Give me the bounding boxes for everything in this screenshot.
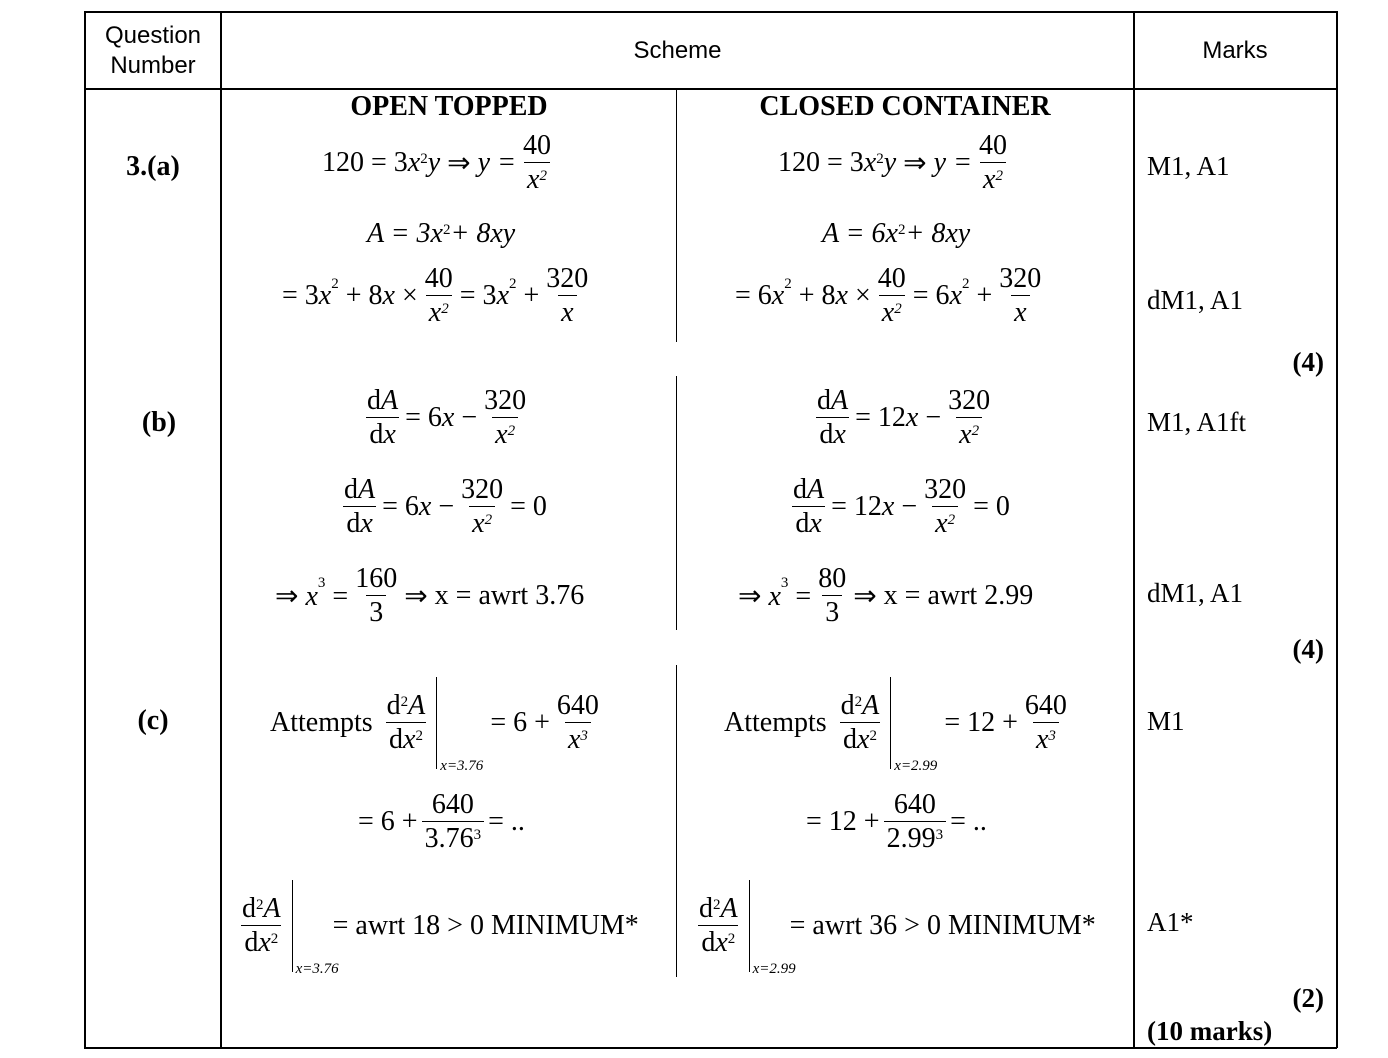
eq-text: A = 6 (822, 218, 886, 249)
eq-part: ⇒ $x^3$ = (275, 575, 349, 612)
denominator: 3 (366, 595, 386, 630)
eq-text: x = awrt 2.99 (883, 580, 1034, 611)
eq-text: 120 = 3 (778, 147, 864, 178)
denominator: dx (792, 506, 824, 541)
numerator: $d^2A$ (840, 689, 880, 721)
eq-text: A = 3 (367, 218, 431, 249)
denominator: $x^2$ (469, 506, 495, 541)
minimum-text: = awrt 18 > 0 MINIMUM* (332, 910, 639, 941)
implies-symbol: ⇒ (440, 148, 478, 179)
fraction (790, 474, 827, 541)
eq-part: = 0 (973, 491, 1010, 522)
denominator: $x^2$ (956, 417, 982, 452)
numerator: 40 (424, 262, 453, 294)
eval-subscript: x=2.99 (894, 758, 938, 774)
eq-a-left-sub (282, 256, 595, 336)
denominator: $x^3$ (565, 722, 591, 757)
numerator: 640 (431, 788, 474, 820)
sup-2: 2 (897, 221, 906, 238)
eq-part: = $3x^2 + 8x$ × (282, 276, 418, 311)
question-label-c: (c) (137, 705, 169, 736)
evaluation-bar (380, 677, 438, 769)
numerator: 320 (461, 473, 504, 505)
fraction (921, 474, 969, 541)
eq-b-right-solve (738, 558, 1033, 634)
table-border-top (84, 11, 1337, 13)
denominator: $x^2$ (980, 162, 1006, 197)
eq-part: = 12 + (937, 707, 1018, 738)
denominator: dx (343, 506, 375, 541)
eq-c-left-attempt (270, 673, 606, 773)
header-question-number (86, 21, 220, 81)
denominator: $dx^2$ (840, 722, 880, 757)
eq-part: = 6x − (405, 402, 478, 433)
question-label-3a: 3.(a) (126, 151, 180, 182)
var-x: x (430, 218, 443, 249)
fraction (976, 130, 1010, 197)
eq-a-right-sub (735, 256, 1048, 336)
denominator: $dx^2$ (241, 925, 281, 960)
numerator: 40 (978, 129, 1007, 161)
header-question-line2: Number (110, 52, 196, 79)
var-y: y (883, 147, 897, 178)
mark-b-total: (4) (1292, 634, 1324, 664)
fraction (1022, 690, 1070, 757)
numerator: dA (793, 473, 825, 505)
numerator: 80 (818, 562, 847, 594)
fraction (543, 263, 591, 330)
mark-a2: dM1, A1 (1147, 285, 1244, 315)
sup-2: 2 (442, 221, 451, 238)
eq-part: = .. (950, 806, 987, 837)
numerator: $d^2A$ (386, 689, 426, 721)
eq-c-left-value (358, 780, 525, 864)
eq-c-right-attempt (724, 673, 1074, 773)
eq-text: y = (933, 147, 972, 178)
eq-part: = 12x − (855, 402, 942, 433)
eq-text: y = (477, 147, 516, 178)
sup-2: 2 (420, 150, 428, 167)
numerator: 640 (1024, 689, 1067, 721)
fraction (458, 474, 506, 541)
fraction (815, 563, 849, 630)
mark-b2: dM1, A1 (1147, 578, 1244, 608)
fraction (875, 263, 909, 330)
denominator: $x^2$ (426, 295, 452, 330)
fraction (364, 385, 401, 452)
fraction (422, 789, 485, 856)
denominator: x (1011, 295, 1029, 330)
eq-b-left-solve (275, 558, 584, 634)
denominator: $x^2$ (492, 417, 518, 452)
attempts-text: Attempts (270, 707, 373, 738)
fraction (814, 385, 851, 452)
eq-part: = $3x^2$ + (459, 276, 540, 311)
fraction (884, 789, 947, 856)
numerator: 320 (948, 384, 991, 416)
fraction (696, 893, 741, 960)
var-x: x (407, 147, 421, 178)
numerator: 160 (355, 562, 398, 594)
fraction (554, 690, 602, 757)
eval-subscript: x=2.99 (752, 961, 796, 977)
numerator: 40 (877, 262, 906, 294)
eq-part: = $6x^2$ + (912, 276, 993, 311)
denominator: 3.76$^3$ (422, 821, 485, 856)
mark-b1: M1, A1ft (1147, 407, 1247, 437)
attempts-text: Attempts (724, 707, 827, 738)
numerator: 640 (556, 689, 599, 721)
mark-c2: A1* (1147, 907, 1194, 937)
numerator: $d^2A$ (242, 892, 281, 924)
evaluation-bar (692, 880, 750, 972)
eq-text: + 8xy (905, 218, 971, 249)
eq-text: 120 = 3 (322, 147, 408, 178)
eq-part: = 6 + (483, 707, 550, 738)
minimum-text: = awrt 36 > 0 MINIMUM* (789, 910, 1096, 941)
denominator: 2.99$^3$ (884, 821, 947, 856)
numerator: $d^2A$ (699, 892, 738, 924)
eq-a-left-volume (322, 124, 558, 202)
denominator: $x^2$ (524, 162, 550, 197)
eq-part: = 12x − (831, 491, 918, 522)
denominator: x (558, 295, 576, 330)
implies-symbol: ⇒ (404, 581, 435, 612)
denominator: $x^3$ (1033, 722, 1059, 757)
question-label-b: (b) (141, 407, 177, 438)
denominator: dx (816, 417, 848, 452)
eq-part: = 6 + (358, 806, 418, 837)
eval-subscript: x=3.76 (295, 961, 339, 977)
fraction (996, 263, 1044, 330)
eq-a-right-volume (778, 124, 1014, 202)
implies-symbol: ⇒ (896, 148, 934, 179)
table-border-bottom (84, 1047, 1337, 1049)
implies-symbol: ⇒ (853, 581, 884, 612)
scheme-split-b (676, 376, 677, 630)
eq-a-left-area (367, 216, 515, 252)
numerator: 320 (999, 262, 1042, 294)
eq-b-right-zero (786, 467, 1010, 547)
denominator: $x^2$ (879, 295, 905, 330)
eq-b-left-zero (337, 467, 547, 547)
eval-subscript: x=3.76 (440, 758, 484, 774)
table-border-right (1336, 11, 1338, 1048)
numerator: 640 (893, 788, 936, 820)
header-question-line1: Question (104, 22, 202, 49)
eq-c-right-minimum (692, 876, 1096, 976)
fraction (520, 130, 554, 197)
numerator: dA (344, 473, 376, 505)
mark-c-total: (2) (1292, 983, 1324, 1013)
evaluation-bar (834, 677, 892, 769)
fraction (945, 385, 993, 452)
eq-text: x = awrt 3.76 (434, 580, 585, 611)
denominator: dx (366, 417, 398, 452)
eq-b-right-derivative (810, 378, 997, 458)
eq-part: = 6x − (382, 491, 455, 522)
eq-part: ⇒ $x^3$ = (738, 575, 812, 612)
mark-c1: M1 (1147, 706, 1185, 736)
var-y: y (427, 147, 441, 178)
eq-part: = $6x^2 + 8x$ × (735, 276, 871, 311)
header-marks: Marks (1202, 37, 1268, 64)
header-scheme: Scheme (633, 37, 722, 64)
fraction (239, 893, 284, 960)
eq-part: = 0 (510, 491, 547, 522)
table-header-divider (84, 88, 1337, 90)
numerator: dA (367, 384, 399, 416)
fraction (838, 690, 883, 757)
var-x: x (885, 218, 898, 249)
denominator: $dx^2$ (698, 925, 738, 960)
fraction (481, 385, 529, 452)
numerator: 320 (484, 384, 527, 416)
mark-grand-total: (10 marks) (1147, 1016, 1273, 1046)
numerator: 320 (924, 473, 967, 505)
eq-text: + 8xy (450, 218, 516, 249)
table-col-divider-1 (220, 11, 222, 1048)
eq-b-left-derivative (360, 378, 533, 458)
fraction (352, 563, 400, 630)
numerator: 320 (546, 262, 589, 294)
column-title-closed-container: CLOSED CONTAINER (759, 91, 1051, 122)
fraction (341, 474, 378, 541)
evaluation-bar (235, 880, 293, 972)
var-x: x (863, 147, 877, 178)
eq-c-left-minimum (235, 876, 639, 976)
denominator: 3 (822, 595, 842, 630)
denominator: $x^2$ (932, 506, 958, 541)
fraction (422, 263, 456, 330)
eq-part: = 12 + (806, 806, 880, 837)
table-col-divider-2 (1133, 11, 1135, 1048)
mark-a1: M1, A1 (1147, 151, 1230, 181)
eq-part: = .. (488, 806, 525, 837)
eq-a-right-area (822, 216, 970, 252)
numerator: dA (817, 384, 849, 416)
scheme-split-c (676, 665, 677, 977)
fraction (384, 690, 429, 757)
eq-c-right-value (806, 780, 987, 864)
scheme-split-a (676, 89, 677, 342)
sup-2: 2 (876, 150, 884, 167)
mark-a-total: (4) (1292, 347, 1324, 377)
column-title-open-topped: OPEN TOPPED (350, 91, 548, 122)
denominator: $dx^2$ (386, 722, 426, 757)
numerator: 40 (522, 129, 551, 161)
